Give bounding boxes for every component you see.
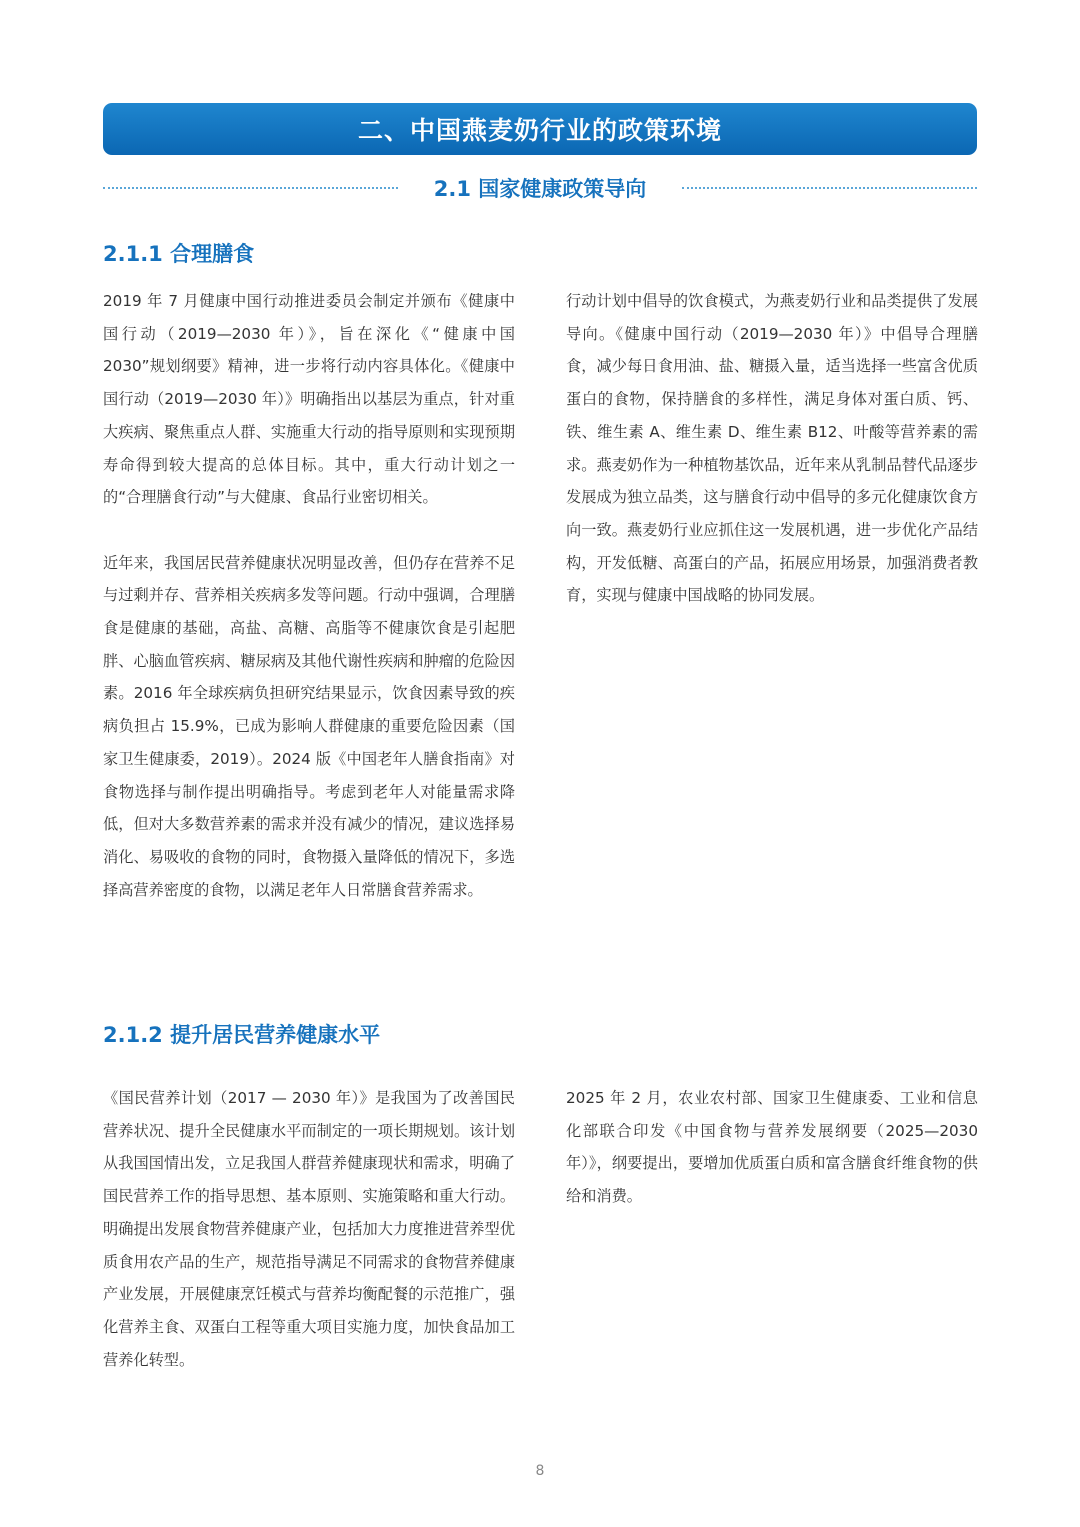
section1-right-column: [566, 285, 978, 612]
section-banner: [103, 103, 977, 155]
paragraph: 行动计划中倡导的饮食模式，为燕麦奶行业和品类提供了发展导向。《健康中国行动（2019—2030 年）》中倡导合理膳食，减少每日食用油、盐、糖摄入量，适当选择一些富含优质蛋白的食物，保持膳食的多样性，满足身体对蛋白质、钙、铁、维生素 A、维生素 D、维生素 B12、叶酸等营养素的需求。燕麦奶作为一种植物基饮品，近年来从乳制品替代品逐步发展成为独立品类，这与膳食行动中倡导的多元化健康饮食方向一致。燕麦奶行业应抓住这一发展机遇，进一步优化产品结构，开发低糖、高蛋白的产品，拓展应用场景，加强消费者教育，实现与健康中国战略的协同发展。: [566, 292, 978, 605]
paragraph: 2025 年 2 月，农业农村部、国家卫生健康委、工业和信息化部联合印发《中国食物与营养发展纲要（2025—2030 年）》，纲要提出，要增加优质蛋白质和富含膳食纤维食物的供给和消费。: [566, 1089, 978, 1206]
section2-left-column: [103, 1082, 515, 1376]
dotted-rule-left: [103, 187, 398, 189]
paragraph: 近年来，我国居民营养健康状况明显改善，但仍存在营养不足与过剩并存、营养相关疾病多发等问题。行动中强调，合理膳食是健康的基础，高盐、高糖、高脂等不健康饮食是引起肥胖、心脑血管疾病、糖尿病及其他代谢性疾病和肿瘤的危险因素。2016 年全球疾病负担研究结果显示，饮食因素导致的疾病负担占 15.9%，已成为影响人群健康的重要危险因素（国家卫生健康委，2019）。2024 版《中国老年人膳食指南》对食物选择与制作提出明确指导。考虑到老年人对能量需求降低，但对大多数营养素的需求并没有减少的情况，建议选择易消化、易吸收的食物的同时，食物摄入量降低的情况下，多选择高营养密度的食物，以满足老年人日常膳食营养需求。: [103, 553, 515, 899]
section2-right-column: [566, 1082, 978, 1213]
section-heading-2-1-1: 2.1.1 合理膳食: [103, 242, 255, 266]
chapter-title: 二、中国燕麦奶行业的政策环境: [357, 116, 722, 145]
page-number: 8: [535, 1463, 545, 1479]
section1-left-column: [103, 285, 515, 906]
paragraph: 2019 年 7 月健康中国行动推进委员会制定并颁布《健康中国行动（2019—2030 年）》，旨在深化《“健康中国 2030”规划纲要》精神，进一步将行动内容具体化。《健康中国行动（2019—2030 年）》明确指出以基层为重点，针对重大疾病、聚焦重点人群、实施重大行动的指导原则和实现预期寿命得到较大提高的总体目标。其中，重大行动计划之一的“合理膳食行动”与大健康、食品行业密切相关。: [103, 292, 515, 507]
section-heading-2-1-2: 2.1.2 提升居民营养健康水平: [103, 1023, 381, 1047]
paragraph: 《国民营养计划（2017 — 2030 年）》是我国为了改善国民营养状况、提升全民健康水平而制定的一项长期规划。该计划从我国国情出发，立足我国人群营养健康现状和需求，明确了国民营养工作的指导思想、基本原则、实施策略和重大行动。明确提出发展食物营养健康产业，包括加大力度推进营养型优质食用农产品的生产，规范指导满足不同需求的食物营养健康产业发展，开展健康烹饪模式与营养均衡配餐的示范推广，强化营养主食、双蛋白工程等重大项目实施力度，加快食品加工营养化转型。: [103, 1089, 515, 1369]
dotted-rule-right: [682, 187, 977, 189]
subsection-header: [103, 170, 977, 206]
subsection-title: 2.1 国家健康政策导向: [433, 177, 647, 201]
